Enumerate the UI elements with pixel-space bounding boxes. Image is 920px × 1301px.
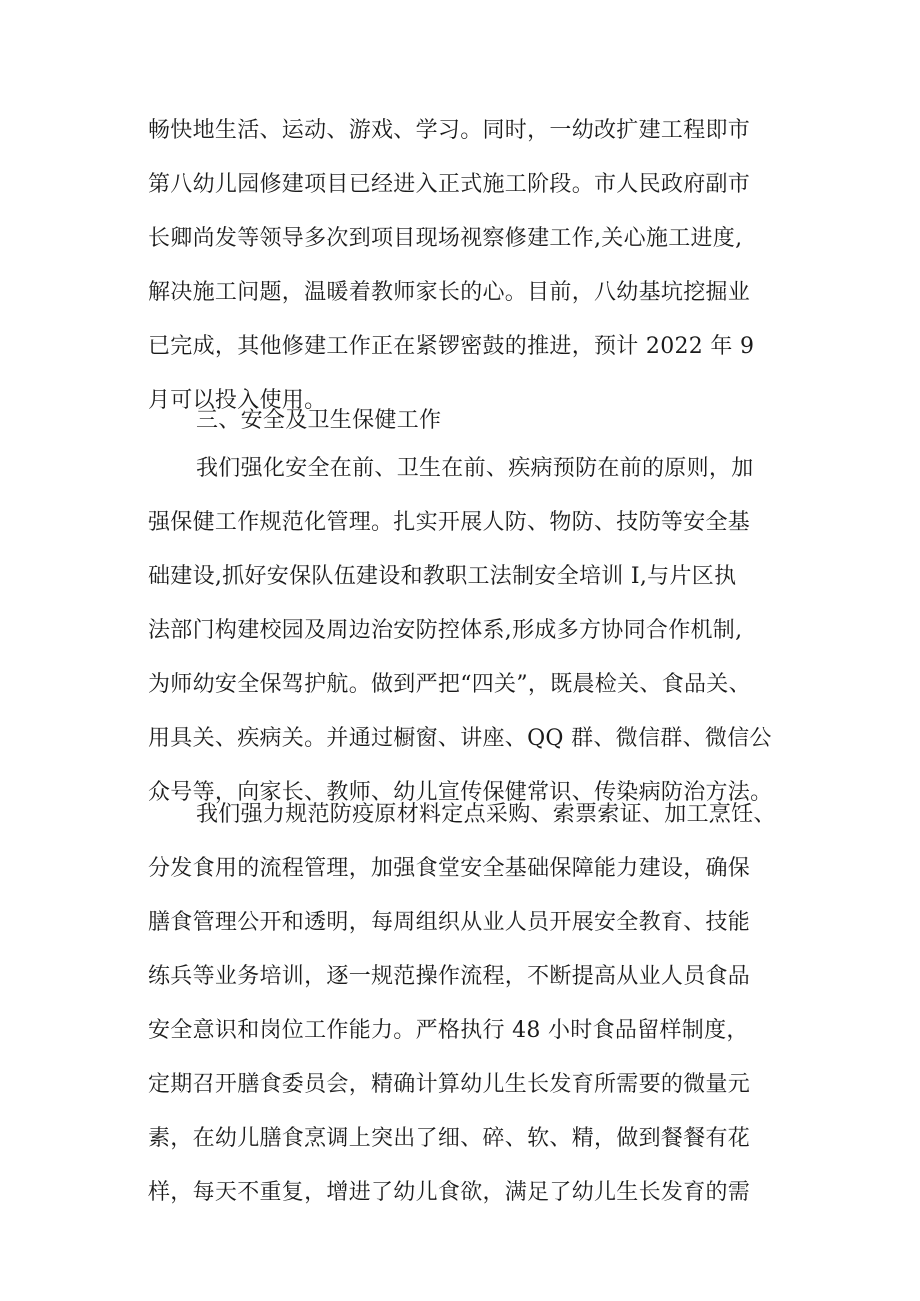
text-line: 练兵等业务培训，逐一规范操作流程，不断提高从业人员食品 — [148, 964, 751, 989]
text-line: 素，在幼儿膳食烹调上突出了细、碎、软、精，做到餐餐有花 — [148, 1126, 751, 1151]
text-line: 解决施工问题，温暖着教师家长的心。目前，八幼基坑挖掘业 — [148, 280, 751, 305]
text-line: 为师幼安全保驾护航。做到严把“四关”，既晨检关、食品关、 — [148, 672, 751, 697]
section-heading: 三、安全及卫生保健工作 — [196, 408, 442, 433]
text-line: 法部门构建校园及周边治安防控体系,形成多方协同合作机制, — [148, 618, 743, 643]
text-line: 已完成，其他修建工作正在紧锣密鼓的推进，预计 2022 年 9 — [148, 334, 755, 359]
text-line: 第八幼儿园修建项目已经进入正式施工阶段。市人民政府副市 — [148, 172, 751, 197]
section-heading-safety-health — [148, 394, 788, 448]
text-line: 础建设,抓好安保队伍建设和教职工法制安全培训 I,与片区执 — [148, 564, 737, 589]
text-line: 畅快地生活、运动、游戏、学习。同时，一幼改扩建工程即市 — [148, 118, 751, 143]
paragraph-safety-management — [148, 442, 788, 820]
text-line: 众号等，向家长、教师、幼儿宣传保健常识、传染病防治方法。 — [148, 780, 773, 805]
text-line: 月可以投入使用。 — [148, 388, 327, 413]
text-line: 定期召开膳食委员会，精确计算幼儿生长发育所需要的微量元 — [148, 1072, 751, 1097]
text-line: 用具关、疾病关。并通过橱窗、讲座、QQ 群、微信群、微信公 — [148, 726, 772, 751]
text-line: 膳食管理公开和透明，每周组织从业人员开展安全教育、技能 — [148, 910, 751, 935]
text-line: 安全意识和岗位工作能力。严格执行 48 小时食品留样制度， — [148, 1018, 749, 1043]
text-line: 我们强化安全在前、卫生在前、疾病预防在前的原则，加 — [196, 456, 754, 481]
text-line: 我们强力规范防疫原材料定点采购、索票索证、加工烹饪、 — [196, 802, 776, 827]
text-line: 样，每天不重复，增进了幼儿食欲，满足了幼儿生长发育的需 — [148, 1180, 751, 1205]
paragraph-food-safety — [148, 788, 788, 1220]
paragraph-construction-progress — [148, 104, 788, 428]
text-line: 强保健工作规范化管理。扎实开展人防、物防、技防等安全基 — [148, 510, 751, 535]
text-line: 长卿尚发等领导多次到项目现场视察修建工作,关心施工进度, — [148, 226, 743, 251]
text-line: 分发食用的流程管理，加强食堂安全基础保障能力建设，确保 — [148, 856, 751, 881]
